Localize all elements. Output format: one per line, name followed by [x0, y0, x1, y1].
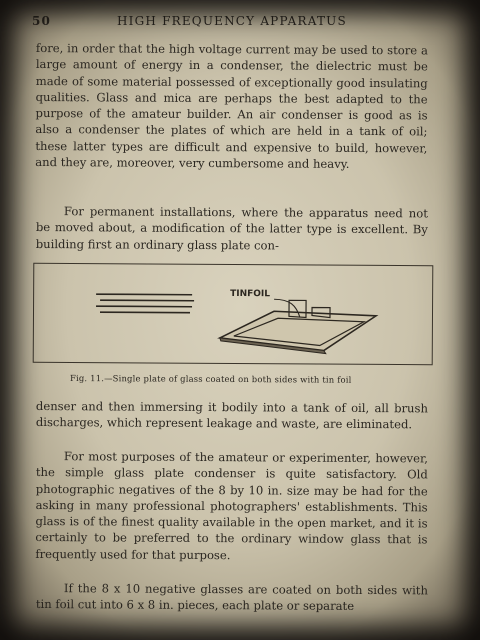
running-title: HIGH FREQUENCY APPARATUS [117, 14, 347, 28]
figure-caption: Fig. 11.—Single plate of glass coated on both sides with tin foil [69, 372, 352, 385]
paragraph-2: For permanent installations, where the apparatus need not be moved about, a modification of the latter type is excellent. By building first an ordinary glass plate con- [35, 204, 428, 253]
paragraph-4: For most purposes of the amateur or experimenter, however, the simple glass plate condenser is quite satisfactory. Old photographic negatives of the 8 by 10 in. size may be had for the asking in many professional photographers' establishments. This glass is of the finest quality available in the open market, and it is certainly to be preferred to the ordinary window glass that is frequently used for that purpose. [35, 449, 428, 562]
glass-plate-perspective [220, 300, 376, 354]
paragraph-1: fore, in order that the high voltage current may be used to store a large amount of energy in a condenser, the dielectric must be made of some material possessed of exceptionally good insulating qualities. Glass and mica are perhaps the best adapted to the purpose of the amateur builder. An air condenser is good as is also a condenser the plates of which are held in a tank of oil; these latter types are difficult and expensive to build, however, and they are, moreover, very cumbersome and heavy. [35, 40, 428, 171]
edge-view-lines [96, 294, 194, 313]
paragraph-3: denser and then immersing it bodily into a tank of oil, all brush discharges, which represent leakage and waste, are eliminated. [35, 398, 428, 432]
paragraph-5: If the 8 x 10 negative glasses are coated on both sides with tin foil cut into 6 x 8 in. pieces, each plate or separate [35, 581, 428, 614]
tinfoil-label: TINFOIL [230, 288, 271, 300]
page-number: 50 [32, 14, 52, 28]
figure-11 [33, 263, 434, 365]
page-header [32, 14, 442, 32]
glass-plate-illustration [34, 264, 435, 366]
